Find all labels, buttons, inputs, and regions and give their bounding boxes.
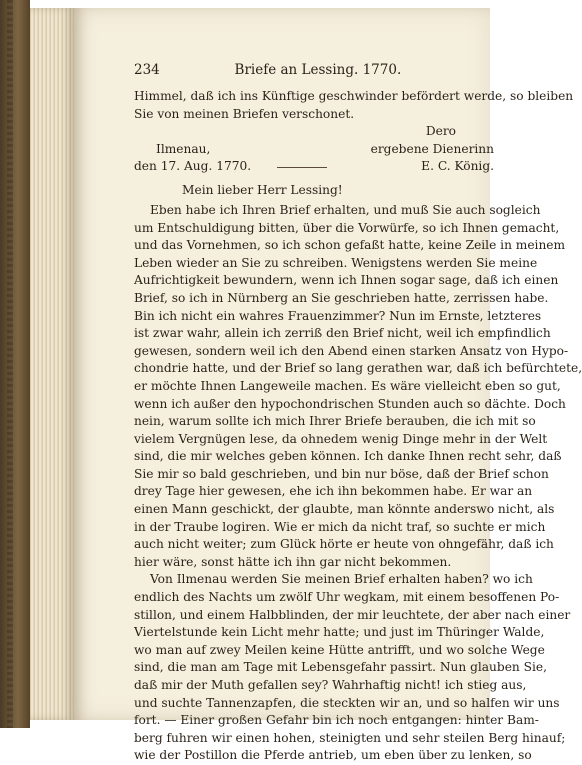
- text-line: gewesen, sondern weil ich den Abend einen starken Ansatz von Hypo-: [134, 343, 569, 358]
- letter-body: [134, 202, 582, 765]
- text-line: Leben wieder an Sie zu schreiben. Wenigstens werden Sie meine: [134, 255, 538, 270]
- text-line: wo man auf zwey Meilen keine Hütte antrifft, und wo solche Wege: [134, 642, 545, 657]
- text-line: ist zwar wahr, allein ich zerriß den Brief nicht, weil ich empfindlich: [134, 326, 551, 341]
- text-line: fort. — Einer großen Gefahr bin ich noch entgangen: hinter Bam-: [134, 713, 539, 728]
- closing-signature: E. C. König.: [421, 159, 494, 174]
- book-page: [74, 8, 582, 763]
- text-line: einen Mann geschickt, der glaubte, man könnte anderswo nicht, als: [134, 502, 555, 517]
- text-line: Sie mir so bald geschrieben, und bin nur böse, daß der Brief schon: [134, 466, 549, 481]
- text-line: er möchte Ihnen Langeweile machen. Es wäre vielleicht eben so gut,: [134, 378, 561, 393]
- text-line: Brief, so ich in Nürnberg an Sie geschrieben hatte, zerrissen habe.: [134, 290, 549, 305]
- text-line: wie der Postillon die Pferde antrieb, um eben über zu lenken, so: [134, 748, 532, 763]
- text-line: Viertelstunde kein Licht mehr hatte; und just im Thüringer Walde,: [134, 625, 545, 640]
- text-line: nein, warum sollte ich mich Ihrer Briefe berauben, die ich mit so: [134, 414, 536, 429]
- text-line: in der Traube logiren. Wie er mich da nicht traf, so suchte er mich: [134, 519, 546, 534]
- page-stack-edges: [30, 8, 74, 720]
- text-line: Eben habe ich Ihren Brief erhalten, und muß Sie auch sogleich: [150, 202, 541, 217]
- text-line: auch nicht weiter; zum Glück hörte er heute von ohngefähr, daß ich: [134, 537, 554, 552]
- text-line: sind, die mir welches geben können. Ich danke Ihnen recht sehr, daß: [134, 449, 562, 464]
- text-line: Von Ilmenau werden Sie meinen Brief erhalten haben? wo ich: [150, 572, 533, 587]
- text-line: chondrie hatte, und der Brief so lang gerathen war, daß ich befürchtete,: [134, 361, 582, 376]
- closing-place-row: [134, 141, 496, 159]
- closing-date: den 17. Aug. 1770.: [134, 159, 252, 174]
- text-line: wenn ich außer den hypochondrischen Stunden auch so dächte. Doch: [134, 396, 566, 411]
- closing-date-row: [134, 158, 496, 176]
- text-line: und das Vornehmen, so ich schon gefaßt hatte, keine Zeile in meinem: [134, 238, 566, 253]
- book-cover-edge: [0, 0, 30, 728]
- text-line: um Entschuldigung bitten, über die Vorwürfe, so ich Ihnen gemacht,: [134, 220, 560, 235]
- text-line: hier wäre, sonst hätte ich ihn gar nicht bekommen.: [134, 554, 452, 569]
- running-title: Briefe an Lessing. 1770.: [234, 62, 402, 78]
- running-header: [134, 62, 496, 88]
- closing-place: Ilmenau,: [156, 141, 211, 156]
- closing-dero: Dero: [425, 124, 456, 139]
- page-number: 234: [134, 62, 160, 78]
- closing-servant: ergebene Dienerinn: [370, 141, 494, 156]
- text-line: vielem Vergnügen lese, da ohnedem wenig Dinge mehr in der Welt: [134, 431, 548, 446]
- text-line: endlich des Nachts um zwölf Uhr wegkam, mit einem besoffenen Po-: [134, 590, 560, 605]
- text-line: stillon, und einem Halbblinden, der mir leuchtete, der aber nach einer: [134, 607, 571, 622]
- text-line: sind, die man am Tage mit Lebensgefahr passirt. Nun glauben Sie,: [134, 660, 547, 675]
- text-line: und suchte Tannenzapfen, die steckten wir an, und so halfen wir uns: [134, 695, 560, 710]
- letter-greeting: Mein lieber Herr Lessing!: [182, 182, 343, 197]
- text-line: daß mir der Muth gefallen sey? Wahrhaftig nicht! ich stieg aus,: [134, 678, 527, 692]
- text-line: Bin ich nicht ein wahres Frauenzimmer? Nun im Ernste, letzteres: [134, 308, 542, 323]
- book-binding-texture: [7, 0, 13, 728]
- text-line: berg fuhren wir einen hohen, steinigten und sehr steilen Berg hinauf;: [134, 730, 566, 745]
- page-text-block: [134, 62, 582, 765]
- text-line: Aufrichtigkeit bewundern, wenn ich Ihnen sogar sage, daß ich einen: [134, 273, 559, 288]
- text-line: drey Tage hier gewesen, ehe ich ihn bekommen habe. Er war an: [134, 484, 533, 499]
- closing-rule: [277, 167, 327, 168]
- text-line: Himmel, daß ich ins Künftige geschwinder befördert werde, so bleiben: [134, 89, 574, 103]
- text-line: Sie von meinen Briefen verschonet.: [134, 106, 355, 121]
